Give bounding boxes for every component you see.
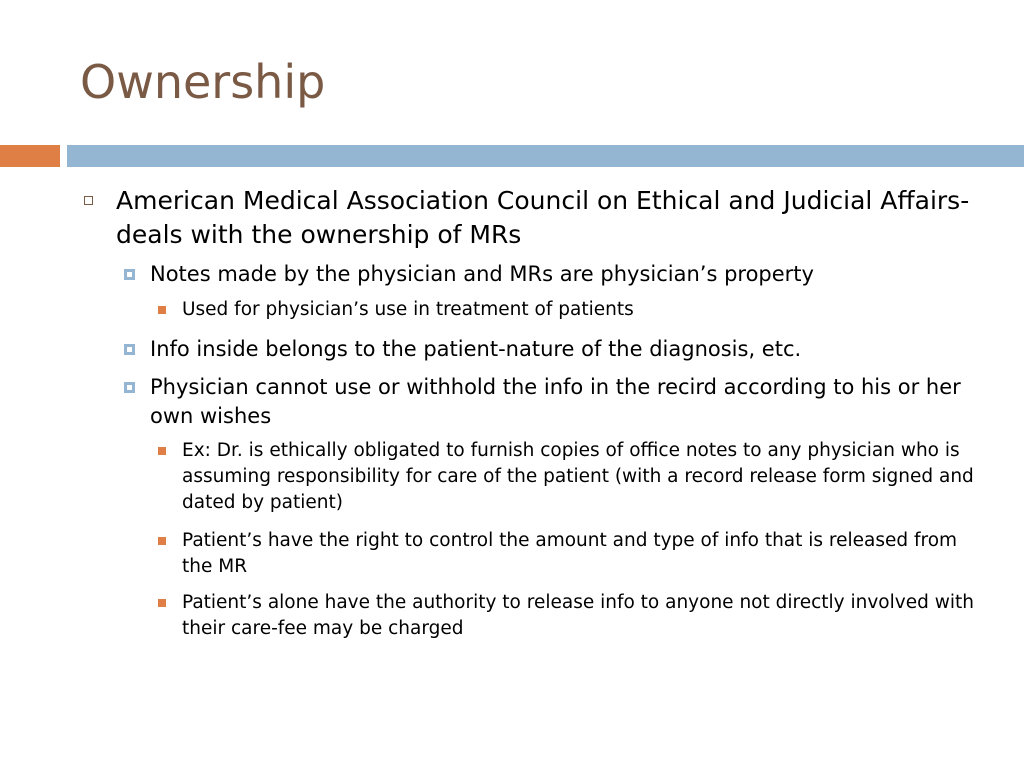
bullet-text: Used for physician’s use in treatment of patients bbox=[182, 299, 634, 320]
bullet-level-1 bbox=[116, 184, 996, 252]
bullet-level-3 bbox=[182, 528, 982, 580]
bullet-text: Ex: Dr. is ethically obligated to furnish copies of office notes to any physician who is assuming responsibility for care of the patient (with a record release form signed and dated by patient) bbox=[182, 440, 974, 513]
bullet-level-3 bbox=[182, 438, 982, 516]
framed-square-bullet-icon bbox=[124, 344, 135, 355]
bullet-text: Patient’s have the right to control the amount and type of info that is released from the MR bbox=[182, 530, 958, 577]
bullet-level-2 bbox=[150, 260, 990, 289]
framed-square-bullet-icon bbox=[124, 382, 135, 393]
filled-square-bullet-icon bbox=[158, 306, 166, 314]
bullet-level-3 bbox=[182, 297, 982, 323]
bullet-level-2 bbox=[150, 373, 990, 431]
filled-square-bullet-icon bbox=[158, 537, 166, 545]
bullet-level-3 bbox=[182, 590, 982, 642]
bullet-text: Notes made by the physician and MRs are physician’s property bbox=[150, 262, 814, 286]
filled-square-bullet-icon bbox=[158, 599, 166, 607]
filled-square-bullet-icon bbox=[158, 447, 166, 455]
slide-title: Ownership bbox=[80, 55, 326, 109]
bullet-text: Patient’s alone have the authority to release info to anyone not directly involved with their care-fee may be charged bbox=[182, 592, 974, 639]
framed-square-bullet-icon bbox=[124, 269, 135, 280]
hollow-square-bullet-icon bbox=[84, 196, 93, 205]
bullet-text: Physician cannot use or withhold the info in the recird according to his or her own wishes bbox=[150, 375, 961, 428]
bullet-level-2 bbox=[150, 335, 990, 364]
bullet-text: American Medical Association Council on Ethical and Judicial Affairs-deals with the ownership of MRs bbox=[116, 186, 970, 249]
bullet-text: Info inside belongs to the patient-nature of the diagnosis, etc. bbox=[150, 337, 802, 361]
